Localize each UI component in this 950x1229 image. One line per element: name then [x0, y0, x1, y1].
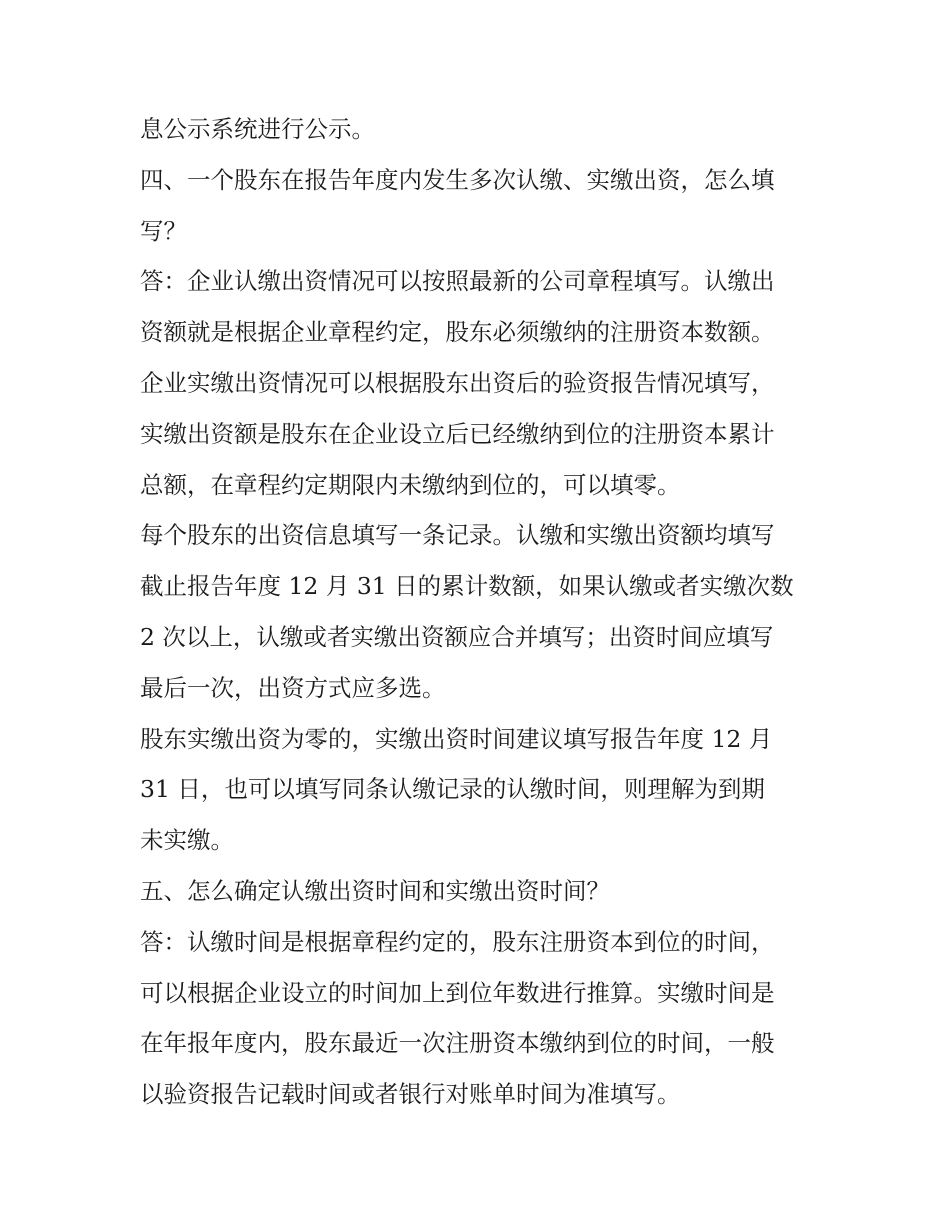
paragraph-line: 截止报告年度 12 月 31 日的累计数额，如果认缴或者实缴次数 [140, 572, 794, 601]
answer-paragraph-line: 以验资报告记载时间或者银行对账单时间为准填写。 [140, 1080, 681, 1109]
paragraph-line: 2 次以上，认缴或者实缴出资额应合并填写；出资时间应填写 [140, 622, 774, 651]
text-line: 息公示系统进行公示。 [140, 115, 375, 143]
answer-paragraph-line: 答：企业认缴出资情况可以按照最新的公司章程填写。认缴出 [140, 267, 775, 296]
paragraph-line: 最后一次，出资方式应多选。 [140, 673, 446, 702]
paragraph-line: 每个股东的出资信息填写一条记录。认缴和实缴出资额均填写 [140, 521, 775, 550]
text-line: 写？ [140, 216, 187, 245]
answer-paragraph-line: 可以根据企业设立的时间加上到位年数进行推算。实缴时间是 [140, 978, 775, 1007]
section-heading-4: 四、一个股东在报告年度内发生多次认缴、实缴出资，怎么填 [140, 165, 775, 194]
answer-paragraph-line: 在年报年度内，股东最近一次注册资本缴纳到位的时间，一般 [140, 1029, 775, 1058]
document-page [140, 104, 820, 1120]
answer-paragraph-line: 答：认缴时间是根据章程约定的，股东注册资本到位的时间， [140, 927, 775, 956]
paragraph-line: 未实缴。 [140, 826, 234, 855]
answer-paragraph-line: 企业实缴出资情况可以根据股东出资后的验资报告情况填写， [140, 368, 775, 397]
answer-paragraph-line: 资额就是根据企业章程约定，股东必须缴纳的注册资本数额。 [140, 318, 775, 347]
answer-paragraph-line: 总额，在章程约定期限内未缴纳到位的，可以填零。 [140, 470, 681, 499]
paragraph-line: 股东实缴出资为零的，实缴出资时间建议填写报告年度 12 月 [140, 724, 773, 753]
paragraph-line: 31 日，也可以填写同条认缴记录的认缴时间，则理解为到期 [140, 775, 765, 804]
answer-paragraph-line: 实缴出资额是股东在企业设立后已经缴纳到位的注册资本累计 [140, 419, 775, 448]
section-heading-5: 五、怎么确定认缴出资时间和实缴出资时间？ [140, 876, 610, 905]
